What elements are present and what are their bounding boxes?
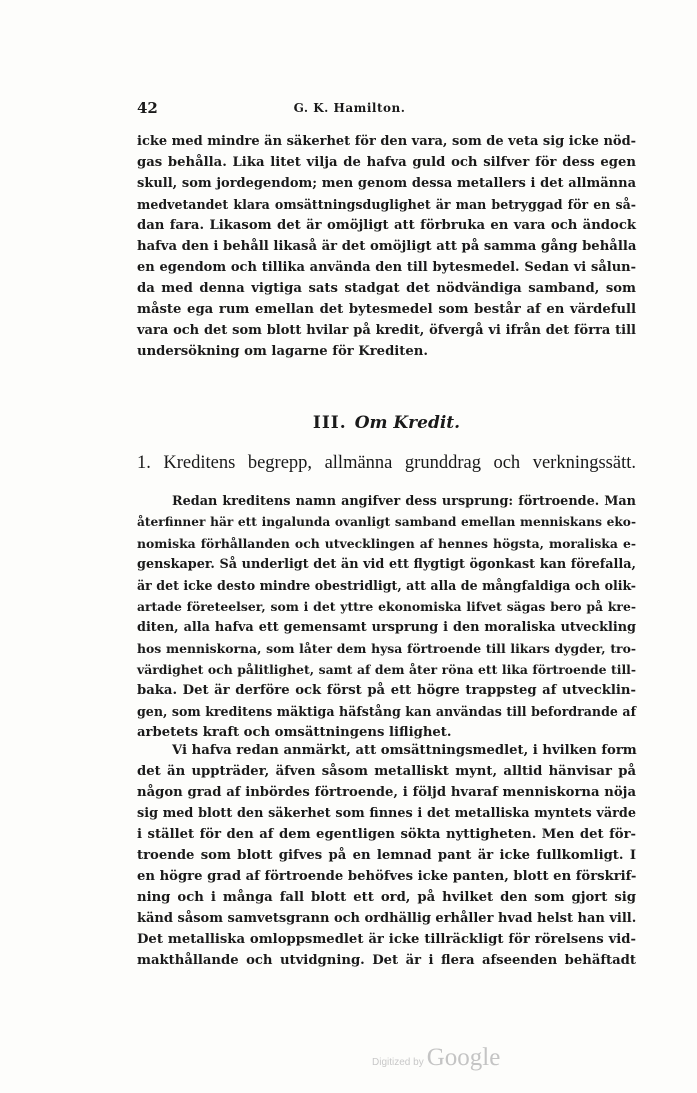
text-line: Det metalliska omloppsmedlet är icke tillräckligt för rörelsens vid- (137, 932, 636, 947)
text-line: gen, som kreditens mäktiga häfstång kan användas till befordrande af (137, 704, 636, 719)
text-line: hafva den i behåll likaså är det omöjligt att på samma gång behålla (137, 239, 637, 254)
text-line: troende som blott gifves på en lemnad pant är icke fullkomligt. I (137, 848, 636, 863)
section-title: Om Kredit. (354, 413, 461, 433)
text-line: diten, alla hafva ett gemensamt ursprung i den moraliska utveckling (137, 620, 636, 635)
text-line: genskaper. Så underligt det än vid ett flygtigt ögonkast kan förefalla, (137, 557, 636, 572)
running-head (137, 99, 562, 119)
text-line: känd såsom samvetsgrann och ordhällig erhåller hvad helst han vill. (137, 911, 637, 926)
section-numeral: III. (312, 413, 347, 433)
text-line: skull, som jordegendom; men genom dessa metallers i det allmänna (137, 176, 636, 191)
text-line: undersökning om lagarne för Krediten. (137, 344, 428, 359)
text-line: någon grad af inbördes förtroende, i följd hvaraf menniskorna nöja (137, 785, 636, 800)
text-line: ning och i många fall blott ett ord, på hvilket den som gjort sig (137, 890, 636, 905)
text-line: artade företeelser, som i det yttre ekonomiska lifvet sägas bero på kre- (137, 599, 636, 614)
text-line: det än uppträder, äfven såsom metalliskt mynt, alltid hänvisar på (137, 764, 636, 779)
text-line: i stället för den af dem egentligen sökta nyttigheten. Men det för- (137, 827, 636, 842)
text-line: värdighet och pålitlighet, samt af dem åter röna ett lika förtroende till- (137, 662, 636, 677)
subsection-heading: 1. Kreditens begrepp, allmänna grunddrag och verkningssätt. (137, 453, 636, 473)
text-line: nomiska förhållanden och utvecklingen af hennes högsta, moraliska e- (137, 536, 636, 551)
text-line: en högre grad af förtroende behöfves icke panten, blott en förskrif- (137, 869, 637, 884)
paragraph (137, 740, 636, 971)
text-line: Vi hafva redan anmärkt, att omsättningsmedlet, i hvilken form (172, 743, 637, 758)
text-line: medvetandet klara omsättningsduglighet är man betryggad för en så- (137, 197, 636, 212)
watermark-prefix: Digitized by (372, 1057, 424, 1068)
text-line: baka. Det är derföre ock först på ett högre trappsteg af utvecklin- (137, 683, 636, 698)
text-line: gas behålla. Lika litet vilja de hafva guld och silfver för dess egen (137, 155, 636, 170)
text-line: arbetets kraft och omsättningens liflighet. (137, 725, 452, 740)
page-number: 42 (137, 99, 158, 117)
text-line: makthållande och utvidgning. Det är i flera afseenden behäftadt (137, 953, 636, 968)
section-heading (137, 413, 636, 433)
paragraph-continued (137, 131, 636, 362)
text-line: återfinner här ett ingalunda ovanligt samband emellan menniskans eko- (137, 515, 636, 529)
digitized-watermark (372, 1044, 500, 1072)
google-logo: Google (426, 1044, 501, 1071)
text-line: dan fara. Likasom det är omöjligt att förbruka en vara och ändock (137, 218, 636, 233)
text-line: måste ega rum emellan det bytesmedel som består af en värdefull (137, 302, 636, 317)
text-line: är det icke desto mindre obestridligt, att alla de mångfaldiga och olik- (137, 578, 636, 593)
text-line: vara och det som blott hvilar på kredit, öfvergå vi ifrån det förra till (137, 323, 636, 338)
text-line: hos menniskorna, som låter dem hysa förtroende till likars dygder, tro- (137, 641, 636, 656)
text-line: da med denna vigtiga sats stadgat det nödvändiga samband, som (137, 281, 636, 296)
text-line: sig med blott den säkerhet som finnes i det metalliska myntets värde (137, 806, 636, 821)
text-line: en egendom och tillika använda den till bytesmedel. Sedan vi sålun- (137, 260, 636, 275)
paragraph (137, 491, 636, 743)
running-title: G. K. Hamilton. (293, 101, 406, 115)
text-line: Redan kreditens namn angifver dess ursprung: förtroende. Man (172, 494, 636, 509)
text-line: icke med mindre än säkerhet för den vara, som de veta sig icke nöd- (137, 134, 637, 149)
